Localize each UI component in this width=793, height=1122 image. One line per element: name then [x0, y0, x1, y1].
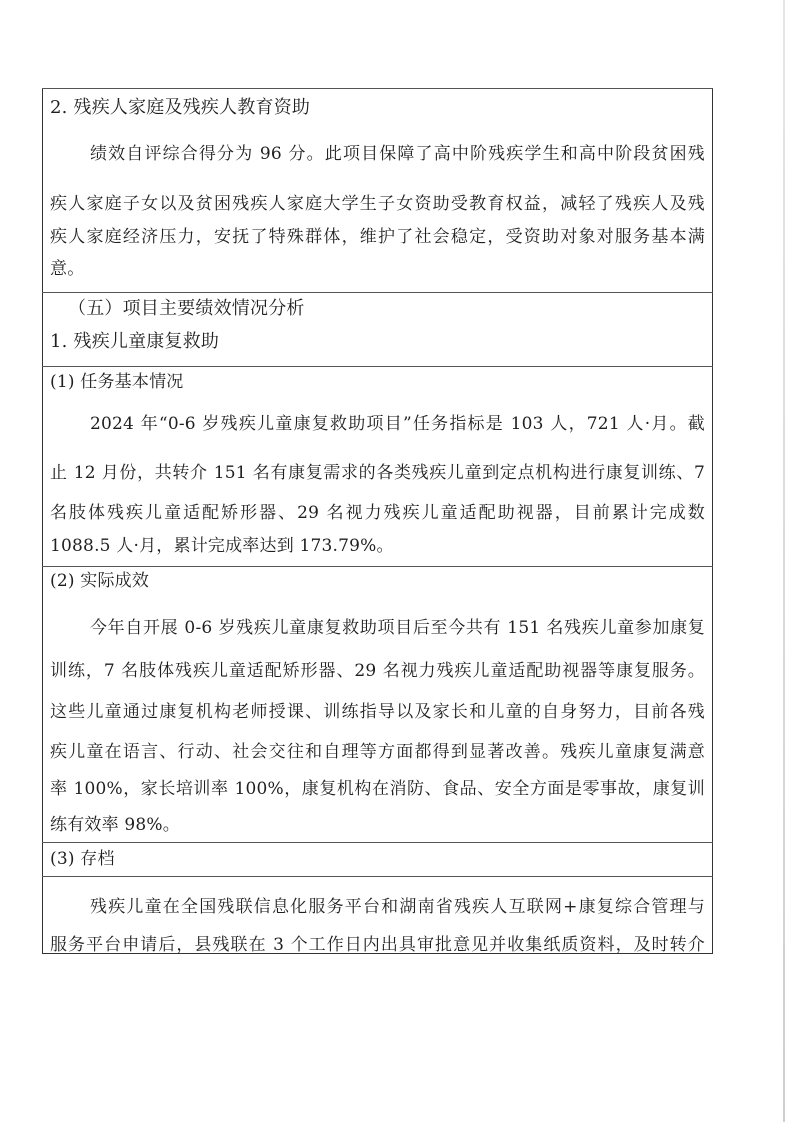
paragraph-line: 名肢体残疾儿童适配矫形器、29 名视力残疾儿童适配助视器，目前累计完成数	[50, 503, 705, 523]
paragraph-line: 训练，7 名肢体残疾儿童适配矫形器、29 名视力残疾儿童适配助视器等康复服务。	[50, 661, 705, 681]
paragraph-line: 绩效自评综合得分为 96 分。此项目保障了高中阶残疾学生和高中阶段贫困残	[90, 144, 705, 164]
subsection-title: 1. 残疾儿童康复救助	[50, 331, 220, 352]
paragraph-line: 2024 年“0-6 岁残疾儿童康复救助项目”任务指标是 103 人，721 人·月。截	[90, 414, 705, 434]
paragraph-line: 疾儿童在语言、行动、社会交往和自理等方面都得到显著改善。残疾儿童康复满意	[50, 742, 705, 762]
paragraph-line: 疾人家庭经济压力，安抚了特殊群体，维护了社会稳定，受资助对象对服务基本满	[50, 227, 705, 247]
table-rule-task	[42, 366, 713, 367]
table-rule-section5	[42, 292, 713, 293]
section-title: 2. 残疾人家庭及残疾人教育资助	[50, 97, 311, 118]
subsection-title: (3) 存档	[50, 849, 115, 869]
scan-edge	[783, 0, 785, 1122]
table-rule-archive	[42, 842, 713, 843]
paragraph-line: 率 100%，家长培训率 100%，康复机构在消防、食品、安全方面是零事故，康复训	[50, 779, 705, 799]
paragraph-line: 意。	[50, 259, 85, 279]
table-rule-top	[42, 88, 713, 89]
subsection-title: (2) 实际成效	[50, 571, 150, 591]
section-title: （五）项目主要绩效情况分析	[68, 298, 305, 319]
paragraph-line: 服务平台申请后，县残联在 3 个工作日内出具审批意见并收集纸质资料，及时转介	[50, 935, 705, 955]
paragraph-line: 1088.5 人·月，累计完成率达到 173.79%。	[50, 536, 394, 556]
paragraph-line: 今年自开展 0-6 岁残疾儿童康复救助项目后至今共有 151 名残疾儿童参加康复	[90, 618, 705, 638]
table-rule-effect	[42, 566, 713, 567]
paragraph-line: 止 12 月份，共转介 151 名有康复需求的各类残疾儿童到定点机构进行康复训练、7	[50, 463, 705, 483]
paragraph-line: 疾人家庭子女以及贫困残疾人家庭大学生子女资助受教育权益，减轻了残疾人及残	[50, 194, 705, 214]
subsection-title: (1) 任务基本情况	[50, 372, 184, 392]
paragraph-line: 这些儿童通过康复机构老师授课、训练指导以及家长和儿童的自身努力，目前各残	[50, 702, 705, 722]
paragraph-line: 练有效率 98%。	[50, 815, 180, 835]
table-rule-archive-body	[42, 876, 713, 877]
paragraph-line: 残疾儿童在全国残联信息化服务平台和湖南省残疾人互联网+康复综合管理与	[90, 897, 705, 917]
